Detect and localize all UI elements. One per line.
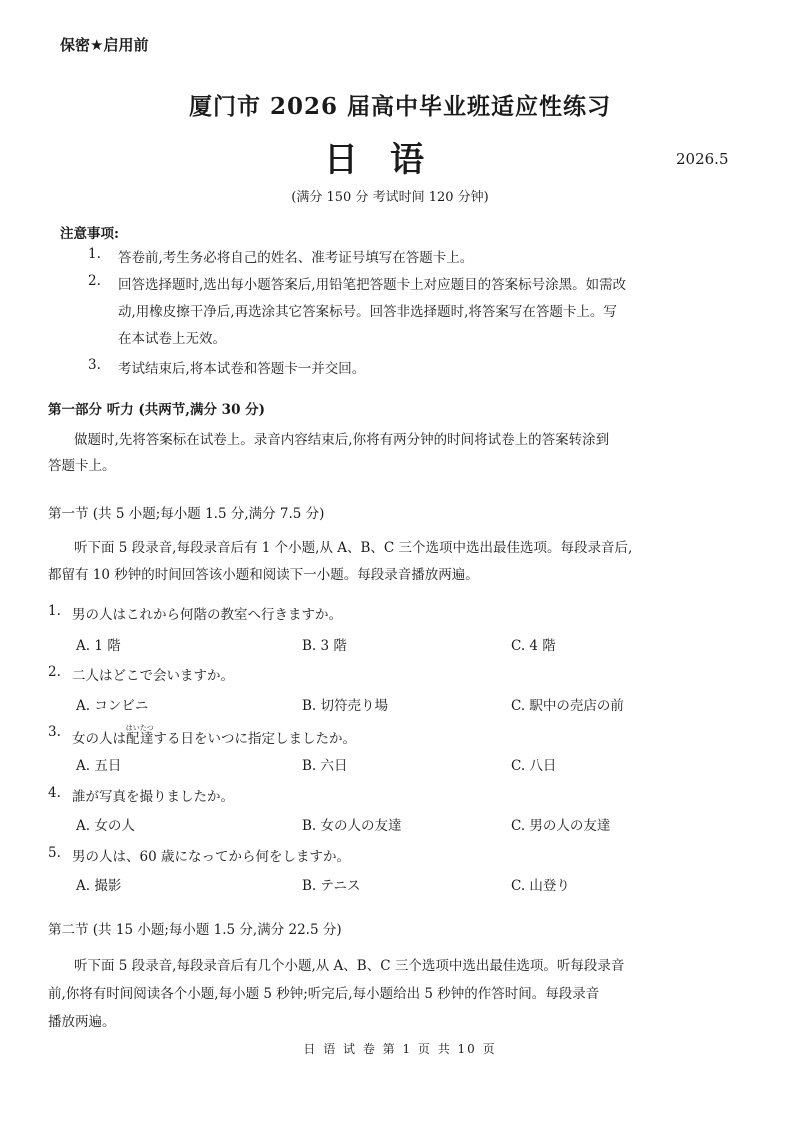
notice-heading: 注意事项:	[60, 226, 119, 242]
section1-instruction: 听下面 5 段录音,每段录音后有 1 个小题,从 A、B、C 三个选项中选出最佳选项。每段录音后,	[74, 540, 633, 556]
option-c: C. 男の人の友達	[511, 818, 611, 834]
question-number: 5.	[48, 845, 61, 861]
option-a: A. コンビニ	[76, 698, 149, 714]
notice-item-text: 考试结束后,将本试卷和答题卡一并交回。	[118, 361, 366, 377]
section2-instruction: 前,你将有时间阅读各个小题,每小题 5 秒钟;听完后,每小题给出 5 秒钟的作答时间。每段录音	[48, 986, 600, 1002]
question-number: 2.	[48, 664, 61, 680]
option-a: A. 女の人	[76, 818, 135, 834]
notice-item-number: 1.	[88, 246, 101, 262]
question-text: 男の人はこれから何階の教室へ行きますか。	[72, 607, 342, 623]
option-b: B. 女の人の友達	[302, 818, 402, 834]
option-b: B. 切符売り場	[302, 698, 389, 714]
part1-instruction: 做题时,先将答案标在试卷上。录音内容结束后,你将有两分钟的时间将试卷上的答案转涂到	[74, 432, 610, 448]
question-text: 男の人は、60 歳になってから何をしますか。	[72, 849, 350, 865]
notice-item-text: 动,用橡皮擦干净后,再选涂其它答案标号。回答非选择题时,将答案写在答题卡上。写	[118, 304, 617, 320]
ruby-base: 配達	[125, 731, 154, 747]
page-footer: 日 语 试 卷 第 1 页 共 10 页	[303, 1042, 497, 1056]
section2-instruction: 听下面 5 段录音,每段录音后有几个小题,从 A、B、C 三个选项中选出最佳选项。听每段录音	[74, 958, 625, 974]
notice-item-text: 在本试卷上无效。	[118, 331, 226, 347]
question-text-pre: 女の人は	[72, 731, 126, 747]
option-b: B. テニス	[302, 878, 361, 894]
section2-instruction: 播放两遍。	[48, 1014, 116, 1030]
ruby-word	[125, 724, 154, 747]
furigana: はいたつ	[125, 724, 154, 732]
exam-title: 厦门市 2026 届高中毕业班适应性练习	[188, 93, 612, 120]
section1-instruction: 都留有 10 秒钟的时间回答该小题和阅读下一小题。每段录音播放两遍。	[48, 567, 479, 583]
confidential-label: 保密★启用前	[60, 36, 149, 54]
question-number: 4.	[48, 785, 61, 801]
question-text	[72, 724, 356, 747]
notice-item-number: 2.	[88, 273, 101, 289]
question-number: 1.	[48, 603, 61, 619]
option-c: C. 八日	[511, 758, 557, 774]
section2-heading: 第二节 (共 15 小题;每小题 1.5 分,满分 22.5 分)	[48, 922, 342, 938]
option-a: A. 五日	[76, 758, 122, 774]
option-a: A. 撮影	[76, 878, 122, 894]
question-text: 誰が写真を撮りましたか。	[72, 789, 234, 805]
option-b: B. 3 階	[302, 638, 347, 654]
exam-date: 2026.5	[676, 150, 729, 168]
section1-heading: 第一节 (共 5 小题;每小题 1.5 分,满分 7.5 分)	[48, 506, 325, 522]
option-c: C. 山登り	[511, 878, 570, 894]
option-c: C. 駅中の売店の前	[511, 698, 624, 714]
question-number: 3.	[48, 724, 61, 740]
part1-heading: 第一部分 听力 (共两节,满分 30 分)	[48, 402, 266, 418]
notice-item-number: 3.	[88, 357, 101, 373]
part1-instruction: 答题卡上。	[48, 458, 116, 474]
option-c: C. 4 階	[511, 638, 556, 654]
exam-subject: 日语	[324, 140, 456, 180]
notice-item-text: 回答选择题时,选出每小题答案后,用铅笔把答题卡上对应题目的答案标号涂黑。如需改	[118, 277, 627, 293]
question-text: 二人はどこで会いますか。	[72, 668, 234, 684]
option-b: B. 六日	[302, 758, 348, 774]
option-a: A. 1 階	[76, 638, 121, 654]
score-info: (满分 150 分 考试时间 120 分钟)	[291, 190, 489, 205]
notice-item-text: 答卷前,考生务必将自己的姓名、准考证号填写在答题卡上。	[118, 250, 474, 266]
question-text-post: する日をいつに指定しましたか。	[153, 731, 356, 747]
